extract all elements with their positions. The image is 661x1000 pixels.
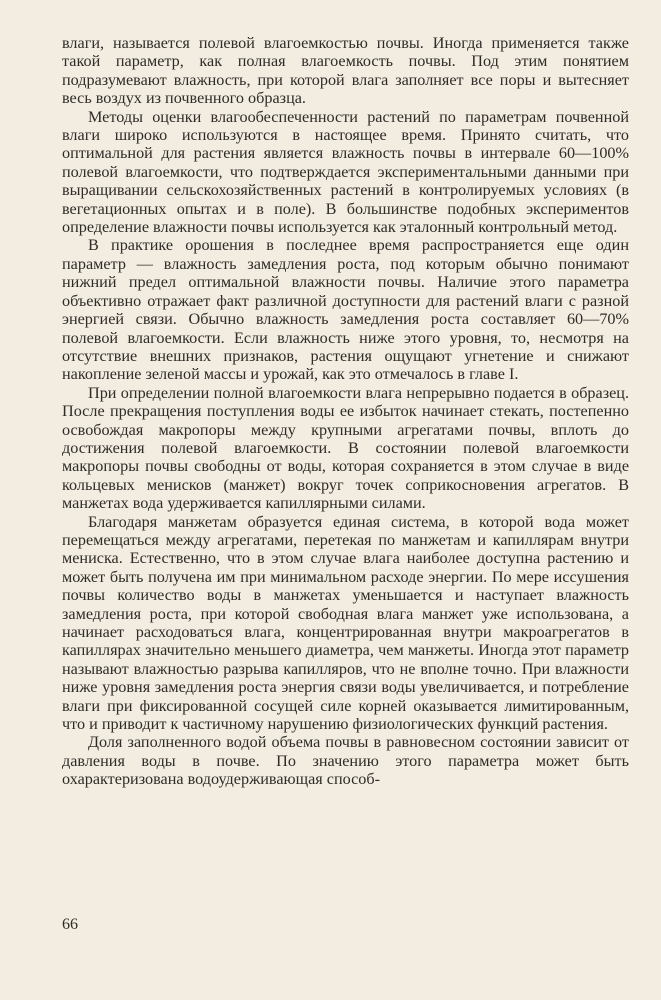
paragraph-5: Благодаря манжетам образуется единая система, в которой вода может перемещаться между агрегатами, перетекая по манжетам и капиллярам внутри мениска. Естественно, что в этом случае влага наиболее доступна растению и может быть получена им при минимальном расходе энергии. По мере иссушения почвы количество воды в манжетах уменьшается и наступает влажность замедления роста, при которой свободная влага манжет уже использована, а начинает расходоваться влага, концентрированная внутри макроагрегатов в капиллярах значительно меньшего диаметра, чем манжеты. Иногда этот параметр называют влажностью разрыва капилляров, что не вполне точно. При влажности ниже уровня замедления роста энергия связи воды увеличивается, и потребление влаги при фиксированной сосущей силе корней оказывается лимитированным, что и приводит к частичному нарушению физиологических функций растения.	[62, 512, 629, 734]
page-number: 66	[62, 916, 78, 933]
paragraph-1: влаги, называется полевой влагоемкостью почвы. Иногда применяется также такой параметр, как полная влагоемкость почвы. Под этим понятием подразумевают влажность, при которой влага заполняет все поры и вытесняет весь воздух из почвенного образца.	[62, 34, 629, 108]
paragraph-6: Доля заполненного водой объема почвы в равновесном состоянии зависит от давления воды в почве. По значению этого параметра может быть охарактеризована водоудерживающая способ-	[62, 733, 629, 789]
paragraph-2: Методы оценки влагообеспеченности растений по параметрам почвенной влаги широко используются в настоящее время. Принято считать, что оптимальной для растения является влажность почвы в интервале 60—100% полевой влагоемкости, что подтверждается экспериментальными данными при выращивании сельскохозяйственных растений в контролируемых условиях (в вегетационных опытах и в поле). В большинстве подобных экспериментов определение влажности почвы используется как эталонный контрольный метод.	[62, 107, 629, 237]
paragraph-3: В практике орошения в последнее время распространяется еще один параметр — влажность замедления роста, под которым обычно понимают нижний предел оптимальной влажности почвы. Наличие этого параметра объективно отражает факт различной доступности для растений влаги с разной энергией связи. Обычно влажность замедления роста составляет 60—70% полевой влагоемкости. Если влажность ниже этого уровня, то, несмотря на отсутствие внешних признаков, растения ощущают угнетение и снижают накопление зеленой массы и урожай, как это отмечалось в главе I.	[62, 236, 629, 384]
paragraph-4: При определении полной влагоемкости влага непрерывно подается в образец. После прекращения поступления воды ее избыток начинает стекать, постепенно освобождая макропоры между крупными агрегатами почвы, вплоть до достижения полевой влагоемкости. В состоянии полевой влагоемкости макропоры почвы свободны от воды, которая сохраняется в этом случае в виде кольцевых менисков (манжет) вокруг точек соприкосновения агрегатов. В манжетах вода удерживается капиллярными силами.	[62, 383, 629, 513]
body-text	[62, 34, 629, 789]
